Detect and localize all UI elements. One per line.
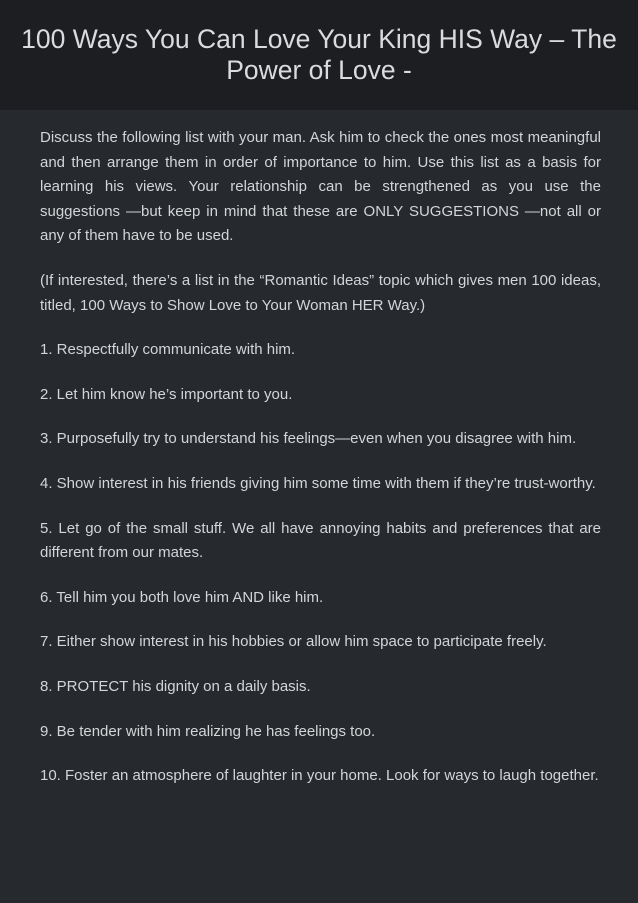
intro-paragraph: Discuss the following list with your man. Ask him to check the ones most meaningful and then arrange them in order of importance to him. Use this list as a basis for learning his views. Your relationship can be strengthened as you use the suggestions —but keep in mind that these are ONLY SUGGESTIONS —not all or any of them have to be used. [40, 129, 601, 245]
list-item: 4. Show interest in his friends giving him some time with them if they’re trust-worthy. [40, 474, 596, 492]
list-item: 3. Purposefully try to understand his feelings—even when you disagree with him. [40, 430, 577, 448]
list-item: 2. Let him know he’s important to you. [40, 385, 293, 403]
document-body [40, 126, 601, 809]
list-item: 1. Respectfully communicate with him. [40, 341, 296, 359]
list-item: 10. Foster an atmosphere of laughter in your home. Look for ways to laugh together. [40, 767, 599, 785]
list-item: 5. Let go of the small stuff. We all have annoying habits and preferences that are different from our mates. [40, 519, 601, 562]
list-item: 8. PROTECT his dignity on a daily basis. [40, 677, 311, 695]
list-item: 6. Tell him you both love him AND like him. [40, 588, 324, 606]
title-banner [0, 0, 638, 110]
list-item: 7. Either show interest in his hobbies or allow him space to participate freely. [40, 633, 547, 651]
page-title: 100 Ways You Can Love Your King HIS Way – The Power of Love - [21, 24, 617, 85]
list-item: 9. Be tender with him realizing he has feelings too. [40, 722, 376, 740]
note-paragraph: (If interested, there’s a list in the “Romantic Ideas” topic which gives men 100 ideas, titled, 100 Ways to Show Love to Your Woman HER Way.) [40, 271, 601, 314]
